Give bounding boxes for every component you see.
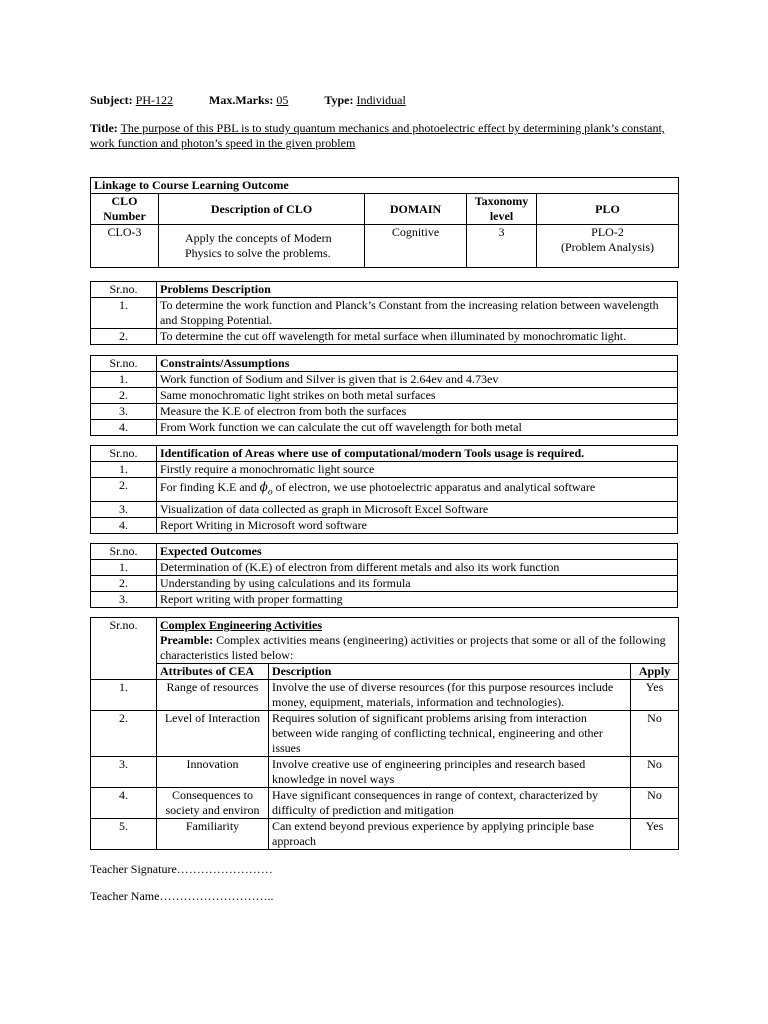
tools-sr: 1. [91,462,157,478]
cea-sr: 5. [91,819,157,850]
cea-attr: Range of resources [157,680,269,711]
tools-text: Firstly require a monochromatic light source [157,462,678,478]
cea-sr: 4. [91,788,157,819]
clo-header-description: Description of CLO [159,194,365,225]
problems-table [90,281,678,345]
tools-header: Identification of Areas where use of computational/modern Tools usage is required. [157,446,678,462]
phi-symbol [259,480,273,497]
cea-apply: Yes [631,819,679,850]
tools-text [157,478,678,502]
outcomes-sr-header: Sr.no. [91,544,157,560]
clo-plo [537,225,679,268]
cea-sr-header: Sr.no. [91,618,157,680]
subject-label: Subject: [90,93,133,107]
table-row [91,518,678,534]
cea-title: Complex Engineering Activities [160,618,322,632]
cea-preamble-text: Complex activities means (engineering) activities or projects that some or all of the following characteristics listed below: [160,633,666,662]
teacher-signature: Teacher Signature…………………… [90,862,273,876]
phi-subscript: o [267,487,273,497]
clo-domain: Cognitive [365,225,467,268]
clo-taxonomy: 3 [467,225,537,268]
cea-desc: Requires solution of significant problems arising from interaction between wide ranging of conflicting technical, engineering and other issues [269,711,631,757]
tools-sr-header: Sr.no. [91,446,157,462]
table-row [91,711,679,757]
tools-text: Report Writing in Microsoft word software [157,518,678,534]
problems-sr: 1. [91,298,157,329]
cea-apply: No [631,711,679,757]
marks-value: 05 [276,93,289,107]
cea-intro [157,618,679,664]
cea-attr: Level of Interaction [157,711,269,757]
tools-sr: 2. [91,478,157,502]
outcomes-text: Report writing with proper formatting [157,592,678,608]
problems-sr: 2. [91,329,157,345]
clo-plo-code: PLO-2 [591,225,624,239]
title-value: The purpose of this PBL is to study quantum mechanics and photoelectric effect by determining plank’s constant, work function and photon’s speed in the given problem [90,121,665,150]
cea-apply: No [631,757,679,788]
tools-text-pre: For finding K.E and [160,480,257,494]
table-row [91,420,678,436]
teacher-name: Teacher Name……………………….. [90,889,274,903]
clo-table [90,177,679,268]
title-block [90,121,670,151]
clo-header-number: CLO Number [91,194,159,225]
table-row [91,372,678,388]
cea-desc: Have significant consequences in range of context, characterized by difficulty of prediction and mitigation [269,788,631,819]
cea-attr: Innovation [157,757,269,788]
constraints-header: Constraints/Assumptions [157,356,678,372]
subject-value: PH-122 [135,93,174,107]
cea-apply: No [631,788,679,819]
cea-sr: 3. [91,757,157,788]
cea-attr: Consequences to society and environ [157,788,269,819]
clo-number: CLO-3 [91,225,159,268]
table-row [91,757,679,788]
outcomes-text: Understanding by using calculations and its formula [157,576,678,592]
tools-table [90,445,678,534]
outcomes-header: Expected Outcomes [157,544,678,560]
clo-header-plo: PLO [537,194,679,225]
marks-label: Max.Marks: [209,93,274,107]
type-value: Individual [356,93,406,107]
clo-plo-sub: (Problem Analysis) [561,240,655,254]
constraints-sr: 3. [91,404,157,420]
cea-col-desc: Description [269,664,631,680]
table-row [91,462,678,478]
constraints-table [90,355,678,436]
cea-desc: Involve creative use of engineering principles and research based knowledge in novel ways [269,757,631,788]
clo-header-domain: DOMAIN [365,194,467,225]
cea-desc: Can extend beyond previous experience by applying principle base approach [269,819,631,850]
cea-attr: Familiarity [157,819,269,850]
clo-description: Apply the concepts of Modern Physics to solve the problems. [159,225,365,268]
table-row [91,404,678,420]
cea-preamble-label: Preamble: [160,633,214,647]
clo-header-taxonomy: Taxonomy level [467,194,537,225]
outcomes-sr: 3. [91,592,157,608]
table-row [91,680,679,711]
tools-text-post: of electron, we use photoelectric apparatus and analytical software [275,480,596,494]
tools-sr: 3. [91,502,157,518]
table-row [91,788,679,819]
cea-col-attr: Attributes of CEA [157,664,269,680]
constraints-text: From Work function we can calculate the cut off wavelength for both metal [157,420,678,436]
cea-sr: 2. [91,711,157,757]
cea-sr: 1. [91,680,157,711]
constraints-text: Measure the K.E of electron from both the surfaces [157,404,678,420]
type-label: Type: [324,93,354,107]
table-row [91,478,678,502]
constraints-sr: 4. [91,420,157,436]
problems-header: Problems Description [157,282,678,298]
cea-table [90,617,679,850]
title-label: Title: [90,121,118,135]
cea-col-apply: Apply [631,664,679,680]
table-row [91,592,678,608]
problems-text: To determine the work function and Planck’s Constant from the increasing relation between wavelength and Stopping Potential. [157,298,678,329]
constraints-text: Same monochromatic light strikes on both metal surfaces [157,388,678,404]
tools-text: Visualization of data collected as graph in Microsoft Excel Software [157,502,678,518]
constraints-sr-header: Sr.no. [91,356,157,372]
problems-text: To determine the cut off wavelength for metal surface when illuminated by monochromatic light. [157,329,678,345]
outcomes-sr: 2. [91,576,157,592]
constraints-sr: 2. [91,388,157,404]
outcomes-sr: 1. [91,560,157,576]
table-row [91,329,678,345]
table-row [91,576,678,592]
constraints-text: Work function of Sodium and Silver is given that is 2.64ev and 4.73ev [157,372,678,388]
table-row [91,502,678,518]
tools-sr: 4. [91,518,157,534]
table-row [91,560,678,576]
phi-glyph: ϕ [259,480,268,494]
subject-line [90,93,406,108]
cea-desc: Involve the use of diverse resources (for this purpose resources include money, equipment, materials, information and technologies). [269,680,631,711]
outcomes-table [90,543,678,608]
outcomes-text: Determination of (K.E) of electron from different metals and also its work function [157,560,678,576]
table-row [91,388,678,404]
cea-preamble [160,633,675,663]
problems-sr-header: Sr.no. [91,282,157,298]
clo-caption: Linkage to Course Learning Outcome [91,178,679,194]
table-row [91,298,678,329]
constraints-sr: 1. [91,372,157,388]
table-row [91,819,679,850]
cea-apply: Yes [631,680,679,711]
